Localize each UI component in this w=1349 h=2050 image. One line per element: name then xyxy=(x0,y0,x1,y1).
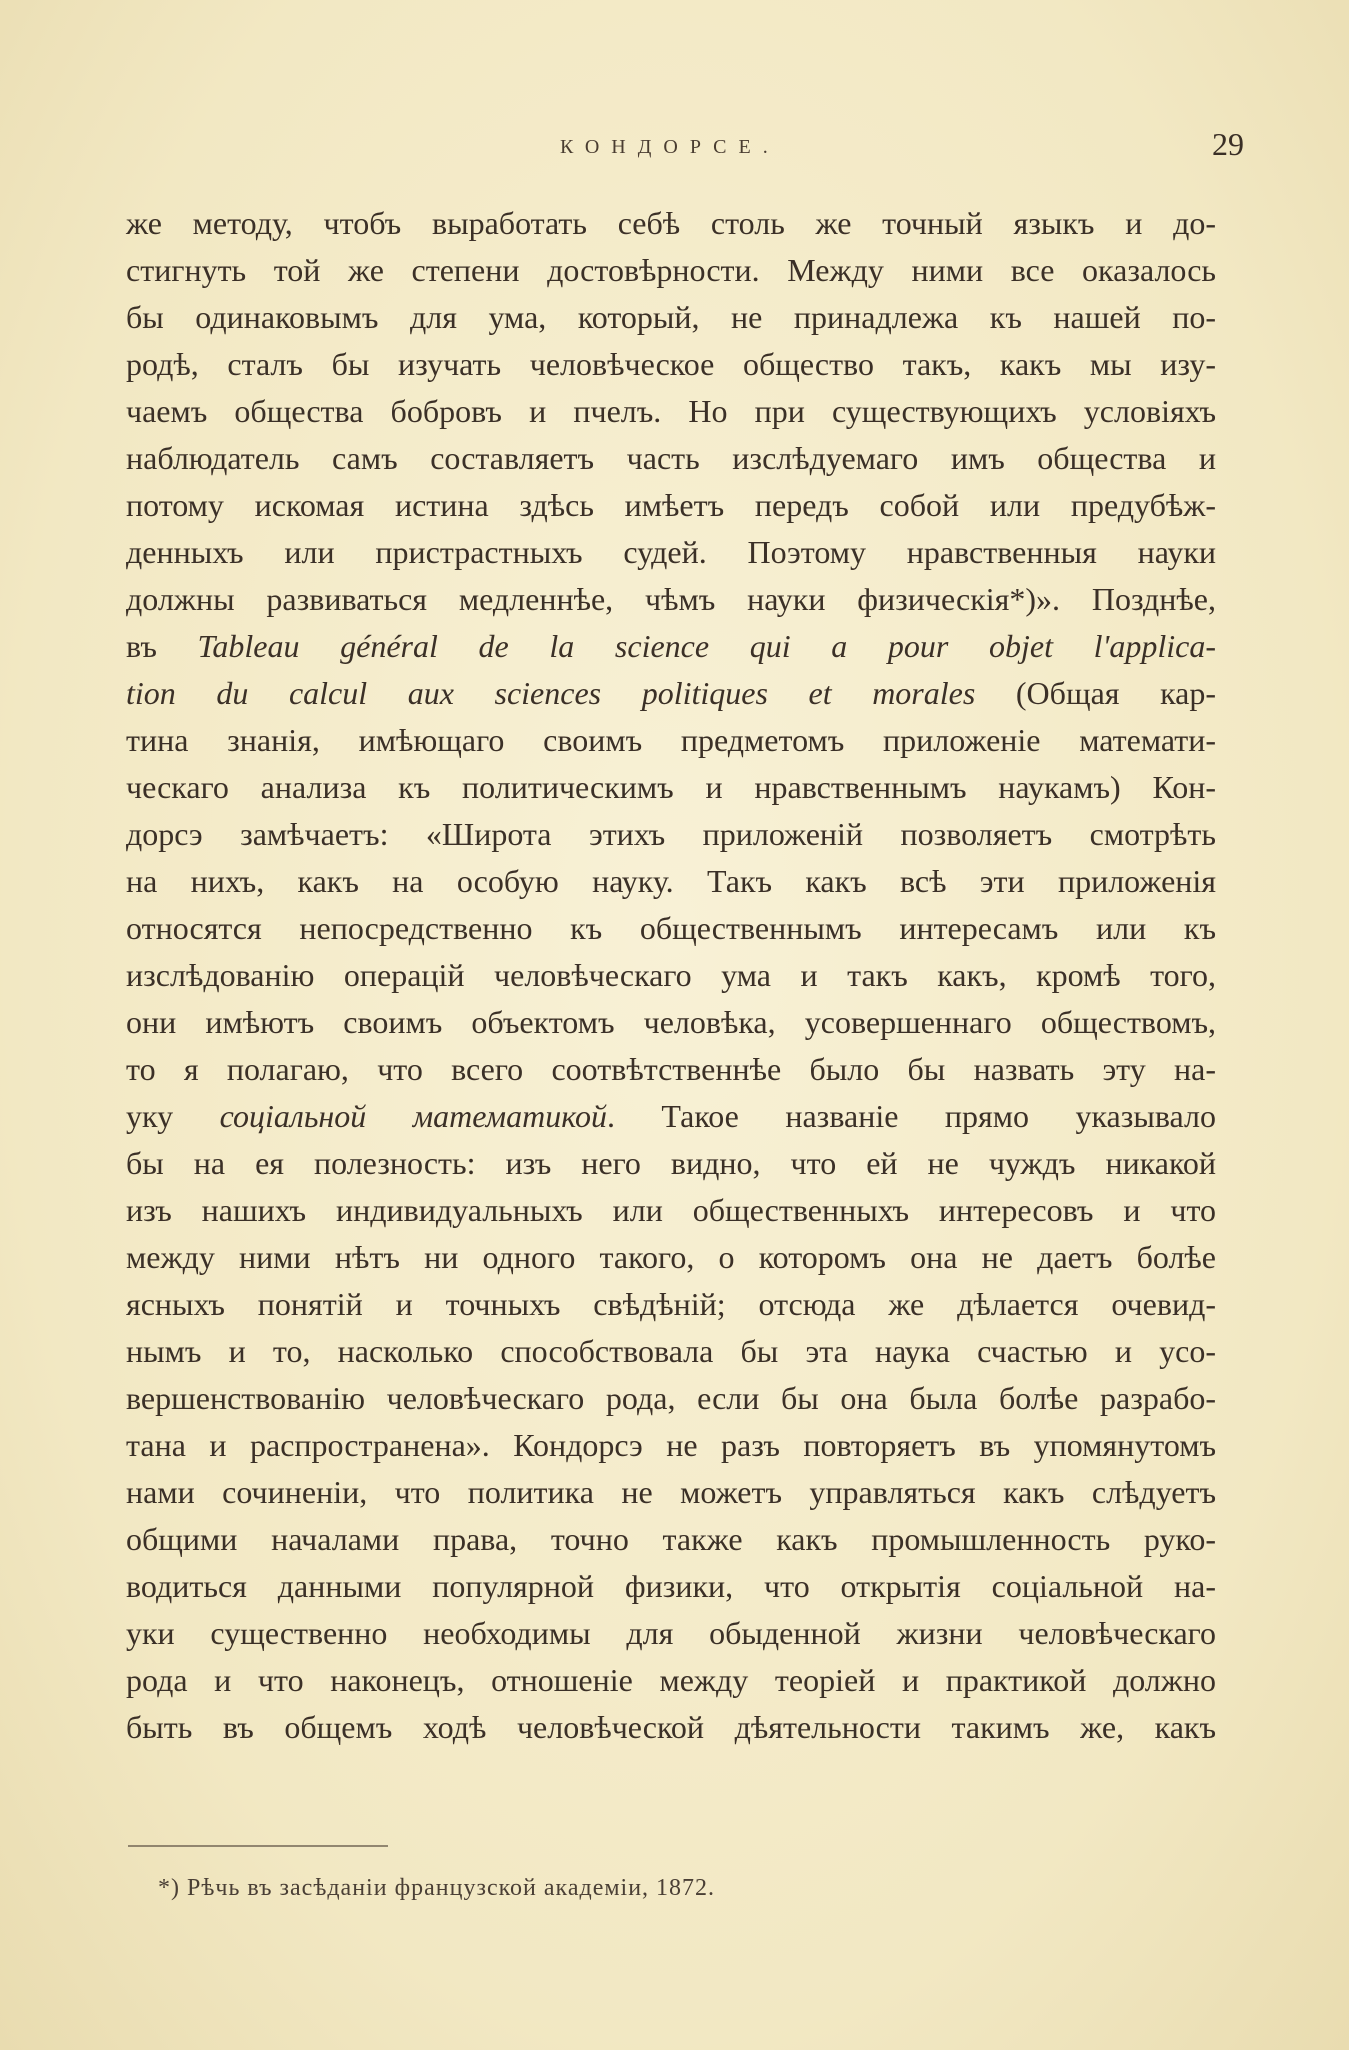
text-line-7: потому искомая истина здѣсь имѣетъ передъ собой или предубѣж- xyxy=(126,487,1216,523)
running-title: КОНДОРСЕ. xyxy=(560,136,780,158)
text-line-1: же методу, чтобъ выработать себѣ столь же точный языкъ и до- xyxy=(126,205,1216,241)
text-line-8: денныхъ или пристрастныхъ судей. Поэтому нравственныя науки xyxy=(126,534,1216,570)
text-line-30: водиться данными популярной физики, что открытія соціальной на- xyxy=(126,1568,1216,1604)
text-line-26: вершенствованію человѣческаго рода, если бы она была болѣе разрабо- xyxy=(126,1380,1216,1416)
italic-title: tion du calcul aux sciences politiques et morales xyxy=(126,675,976,711)
text-line-14: дорсэ замѣчаетъ: «Широта этихъ приложеній позволяетъ смотрѣть xyxy=(126,816,1216,852)
text-line-6: наблюдатель самъ составляетъ часть изслѣдуемаго имъ общества и xyxy=(126,440,1216,476)
running-head xyxy=(0,126,1349,172)
text-line-18: они имѣютъ своимъ объектомъ человѣка, усовершеннаго обществомъ, xyxy=(126,1004,1216,1040)
page-number: 29 xyxy=(1212,126,1244,162)
body-text xyxy=(126,200,1216,1751)
text-line-29: общими началами права, точно также какъ промышленность руко- xyxy=(126,1521,1216,1557)
text-line-31: уки существенно необходимы для обыденной жизни человѣческаго xyxy=(126,1615,1216,1651)
italic-title: Tableau général de la science qui a pour objet l'applica- xyxy=(197,628,1217,664)
text-line-22: изъ нашихъ индивидуальныхъ или общественныхъ интересовъ и что xyxy=(126,1192,1216,1228)
text-line-12: тина знанія, имѣющаго своимъ предметомъ приложеніе математи- xyxy=(126,722,1216,758)
text-line-4: родѣ, сталъ бы изучать человѣческое общество такъ, какъ мы изу- xyxy=(126,346,1216,382)
text-line-23: между ними нѣтъ ни одного такого, о которомъ она не даетъ болѣе xyxy=(126,1239,1216,1275)
text-line-33: быть въ общемъ ходѣ человѣческой дѣятельности такимъ же, какъ xyxy=(126,1709,1216,1745)
text-line-25: нымъ и то, насколько способствовала бы эта наука счастью и усо- xyxy=(126,1333,1216,1369)
text-line-5: чаемъ общества бобровъ и пчелъ. Но при существующихъ условіяхъ xyxy=(126,393,1216,429)
text-line-32: рода и что наконецъ, отношеніе между теоріей и практикой должно xyxy=(126,1662,1216,1698)
text-line-16: относятся непосредственно къ общественнымъ интересамъ или къ xyxy=(126,910,1216,946)
text-line-27: тана и распространена». Кондорсэ не разъ повторяетъ въ упомянутомъ xyxy=(126,1427,1216,1463)
text-line-21: бы на ея полезность: изъ него видно, что ей не чуждъ никакой xyxy=(126,1145,1216,1181)
italic-term: соціальной математикой xyxy=(219,1098,607,1134)
text-line-9: должны развиваться медленнѣе, чѣмъ науки физическія*)». Позднѣе, xyxy=(126,581,1216,617)
footnote: *) Рѣчь въ засѣданіи французской академіи, 1872. xyxy=(158,1875,716,1901)
text-line-10: въ Tableau général de la science qui a pour objet l'applica- xyxy=(126,628,1217,664)
text-line-19: то я полагаю, что всего соотвѣтственнѣе было бы назвать эту на- xyxy=(126,1051,1216,1087)
text-line-3: бы одинаковымъ для ума, который, не принадлежа къ нашей по- xyxy=(126,299,1216,335)
text-line-13: ческаго анализа къ политическимъ и нравственнымъ наукамъ) Кон- xyxy=(126,769,1216,805)
text-line-28: нами сочиненіи, что политика не можетъ управляться какъ слѣдуетъ xyxy=(126,1474,1216,1510)
text-line-20: уку соціальной математикой. Такое названіе прямо указывало xyxy=(126,1098,1216,1134)
text-line-11: tion du calcul aux sciences politiques et morales (Общая кар- xyxy=(126,675,1217,711)
text-line-15: на нихъ, какъ на особую науку. Такъ какъ всѣ эти приложенія xyxy=(126,863,1216,899)
text-line-24: ясныхъ понятій и точныхъ свѣдѣній; отсюда же дѣлается очевид- xyxy=(126,1286,1216,1322)
text-line-17: изслѣдованію операцій человѣческаго ума и такъ какъ, кромѣ того, xyxy=(126,957,1216,993)
text-line-2: стигнуть той же степени достовѣрности. Между ними все оказалось xyxy=(126,252,1216,288)
footnote-rule xyxy=(128,1845,388,1847)
